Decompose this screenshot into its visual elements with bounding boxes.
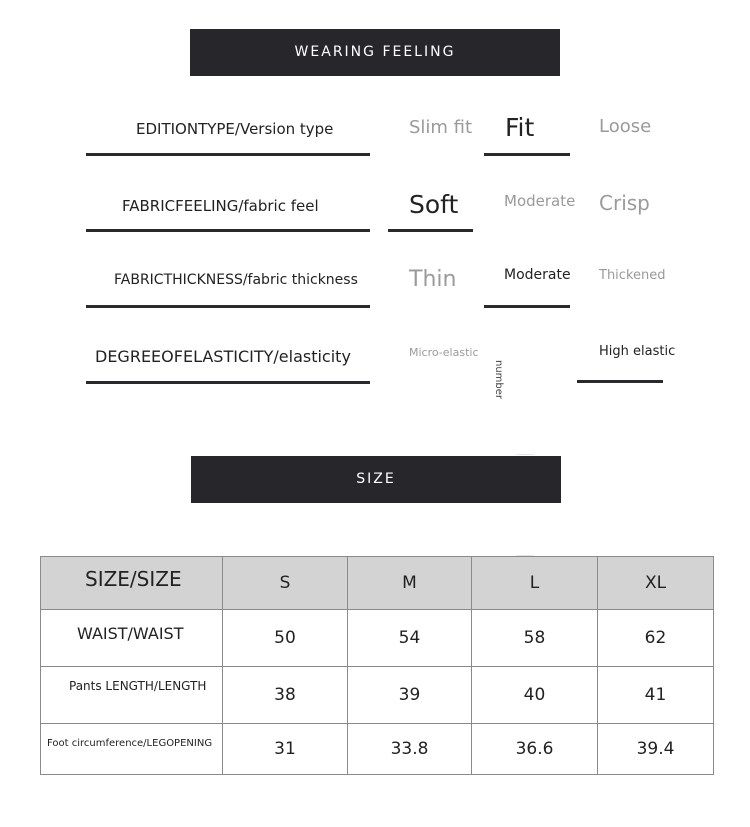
row-label-pants-length [41,667,223,724]
row-label-pants-length-text: Pants LENGTH/LENGTH [69,679,207,693]
option-slim-fit: Slim fit [409,117,473,138]
table-cell: 58 [472,610,598,667]
option-number-rotated: number [493,360,504,400]
table-cell: 38 [223,667,348,724]
header-size [41,557,223,610]
option-loose: Loose [599,116,652,137]
row-label-fabric-feel: FABRICFEELING/fabric feel [86,195,370,232]
size-banner: SIZE [191,456,561,503]
header-l: L [472,557,598,610]
option-micro-elastic: Micro-elastic [409,346,479,359]
table-cell: 39 [348,667,472,724]
size-table [40,556,714,775]
option-soft-selected: Soft [388,190,473,232]
row-label-leg-opening-text: Foot circumference/LEGOPENING [47,738,213,749]
decor-tick [516,454,534,455]
table-row [41,610,714,667]
option-moderate-thickness-selected: Moderate [484,267,570,308]
table-cell: 41 [598,667,714,724]
table-cell: 36.6 [472,724,598,775]
table-cell: 40 [472,667,598,724]
option-high-elastic-selected: High elastic [599,344,676,359]
table-header-row [41,557,714,610]
table-row [41,667,714,724]
table-cell: 31 [223,724,348,775]
table-cell: 33.8 [348,724,472,775]
table-cell: 62 [598,610,714,667]
table-cell: 50 [223,610,348,667]
header-m: M [348,557,472,610]
table-row [41,724,714,775]
row-label-fabric-thickness: FABRICTHICKNESS/fabric thickness [86,270,370,308]
option-fit-selected: Fit [484,113,570,156]
option-thickened: Thickened [599,268,666,283]
row-label-version-type: EDITIONTYPE/Version type [86,118,370,156]
option-thin: Thin [409,267,457,292]
row-label-leg-opening [41,724,223,775]
option-crisp: Crisp [599,191,650,215]
row-label-waist [41,610,223,667]
option-moderate-feel: Moderate [504,192,576,210]
table-cell: 54 [348,610,472,667]
table-cell: 39.4 [598,724,714,775]
row-label-waist-text: WAIST/WAIST [77,624,184,643]
row-label-elasticity: DEGREEOFELASTICITY/elasticity [86,346,370,384]
high-elastic-underline [577,380,663,383]
wearing-feeling-banner: WEARING FEELING [190,29,560,76]
header-s: S [223,557,348,610]
header-size-text: SIZE/SIZE [85,567,182,591]
header-xl: XL [598,557,714,610]
